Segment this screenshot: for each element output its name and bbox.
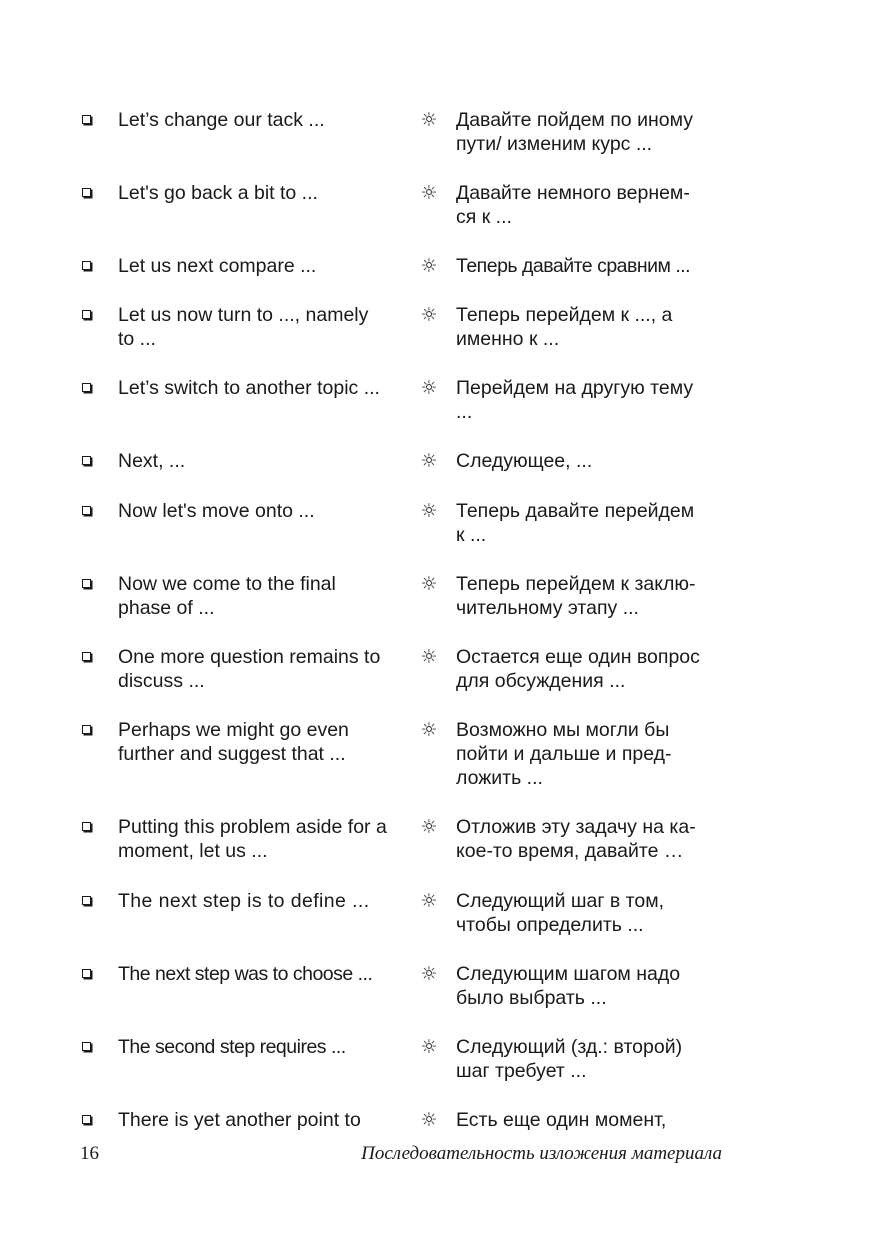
english-phrase: Next, ...: [118, 450, 186, 472]
russian-translation: Теперь давайте сравним ...: [456, 255, 691, 277]
checkbox-icon: [82, 822, 91, 831]
sun-icon: ☼: [420, 573, 438, 595]
english-phrase: Let's go back a bit to ...: [118, 182, 318, 204]
english-phrase: Let’s change our tack ...: [118, 109, 325, 131]
sun-icon: ☼: [420, 109, 438, 131]
english-phrase: Perhaps we might go even further and suggest that ...: [118, 719, 349, 765]
russian-translation: Теперь перейдем к заклю- чительному этапу ...: [456, 573, 696, 619]
sun-icon: ☼: [420, 500, 438, 522]
english-phrase: The next step was to choose ...: [118, 963, 373, 985]
checkbox-icon: [82, 188, 91, 197]
checkbox-icon: [82, 969, 91, 978]
sun-icon: ☼: [420, 816, 438, 838]
checkbox-icon: [82, 506, 91, 515]
checkbox-icon: [82, 896, 91, 905]
english-phrase: The second step requires ...: [118, 1036, 346, 1058]
english-phrase: One more question remains to discuss ...: [118, 646, 381, 692]
english-phrase: The next step is to define ...: [118, 890, 370, 912]
sun-icon: ☼: [420, 182, 438, 204]
sun-icon: ☼: [420, 963, 438, 985]
russian-translation: Следующий (зд.: второй) шаг требует ...: [456, 1036, 683, 1082]
russian-translation: Следующим шагом надо было выбрать ...: [456, 963, 681, 1009]
russian-translation: Давайте немного вернем- ся к ...: [456, 182, 690, 228]
english-phrase: Now let's move onto ...: [118, 500, 315, 522]
english-phrase: Now we come to the final phase of ...: [118, 573, 336, 619]
checkbox-icon: [82, 115, 91, 124]
sun-icon: ☼: [420, 1036, 438, 1058]
sun-icon: ☼: [420, 450, 438, 472]
checkbox-icon: [82, 383, 91, 392]
running-footer-title: Последовательность изложения материала: [361, 1143, 722, 1164]
russian-translation: Теперь перейдем к ..., а именно к ...: [456, 304, 673, 350]
english-phrase: Putting this problem aside for a moment, let us ...: [118, 816, 387, 862]
russian-translation: Возможно мы могли бы пойти и дальше и пред- ложить ...: [456, 719, 672, 789]
checkbox-icon: [82, 579, 91, 588]
sun-icon: ☼: [420, 1109, 438, 1131]
checkbox-icon: [82, 456, 91, 465]
page-number: 16: [80, 1143, 99, 1164]
russian-translation: Есть еще один момент,: [456, 1109, 667, 1131]
russian-translation: Отложив эту задачу на ка- кое-то время, давайте …: [456, 816, 696, 862]
checkbox-icon: [82, 1042, 91, 1051]
sun-icon: ☼: [420, 377, 438, 399]
checkbox-icon: [82, 652, 91, 661]
english-phrase: Let us now turn to ..., namely to ...: [118, 304, 369, 350]
checkbox-icon: [82, 310, 91, 319]
english-phrase: There is yet another point to: [118, 1109, 361, 1131]
english-phrase: Let’s switch to another topic ...: [118, 377, 380, 399]
sun-icon: ☼: [420, 719, 438, 741]
sun-icon: ☼: [420, 255, 438, 277]
english-phrase: Let us next compare ...: [118, 255, 317, 277]
russian-translation: Следующее, ...: [456, 450, 593, 472]
checkbox-icon: [82, 261, 91, 270]
checkbox-icon: [82, 725, 91, 734]
russian-translation: Перейдем на другую тему ...: [456, 377, 694, 423]
russian-translation: Остается еще один вопрос для обсуждения ...: [456, 646, 700, 692]
russian-translation: Следующий шаг в том, чтобы определить ...: [456, 890, 665, 936]
russian-translation: Теперь давайте перейдем к ...: [456, 500, 695, 546]
russian-translation: Давайте пойдем по иному пути/ изменим курс ...: [456, 109, 693, 155]
sun-icon: ☼: [420, 890, 438, 912]
sun-icon: ☼: [420, 304, 438, 326]
sun-icon: ☼: [420, 646, 438, 668]
checkbox-icon: [82, 1115, 91, 1124]
